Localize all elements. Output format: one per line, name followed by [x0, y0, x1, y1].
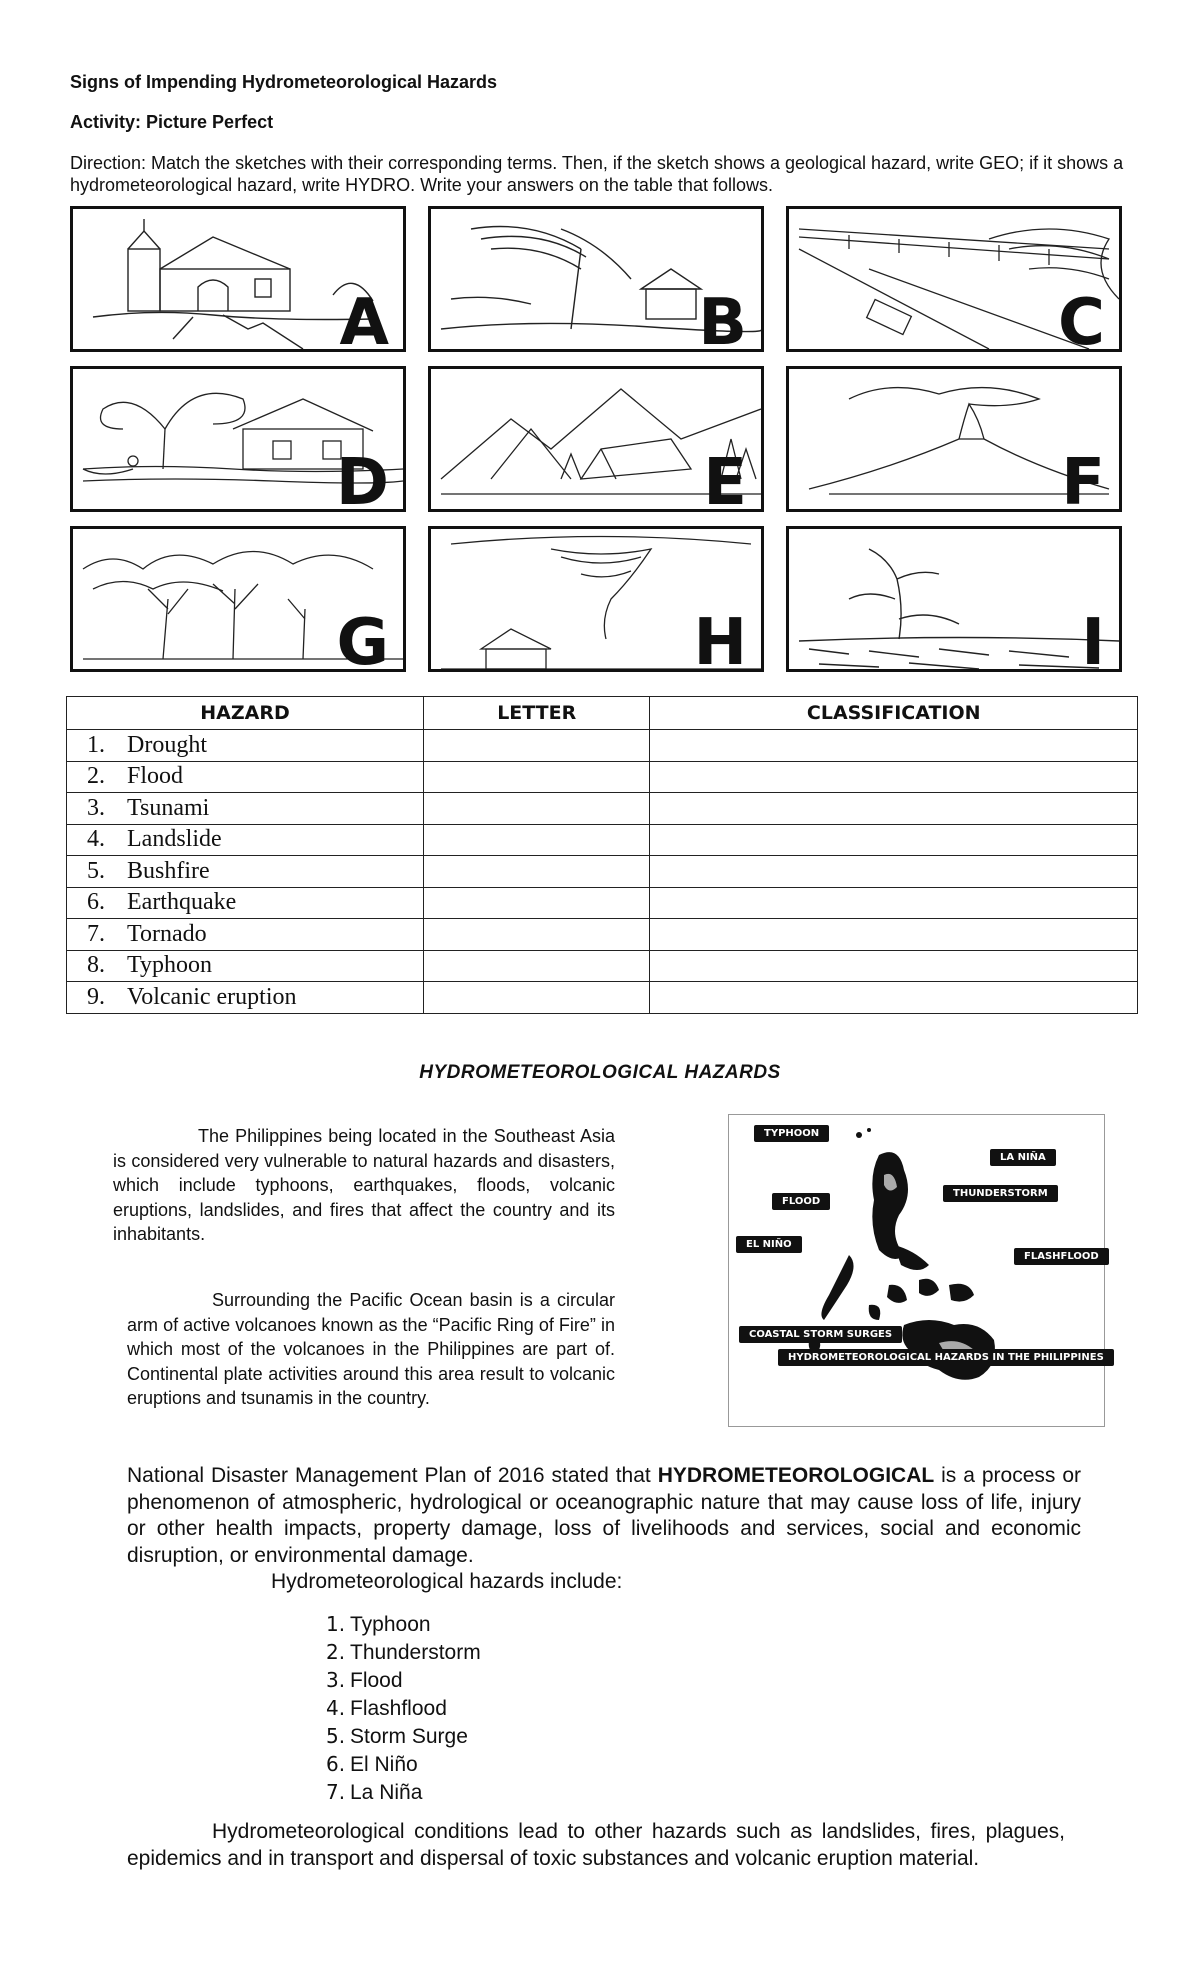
row-number: 6.: [87, 889, 105, 916]
activity-line: [70, 112, 273, 133]
hazard-name: Drought: [127, 731, 207, 758]
list-number: 4.: [326, 1696, 346, 1720]
hazard-table: [66, 696, 1138, 1014]
map-tag-flood: FLOOD: [772, 1193, 830, 1210]
row-number: 8.: [87, 952, 105, 979]
hazard-name: Volcanic eruption: [127, 983, 297, 1010]
sketch-c: [786, 206, 1122, 352]
hazard-cell: [67, 730, 424, 762]
sketch-letter: D: [335, 446, 389, 512]
ndmp-paragraph: [127, 1463, 1081, 1569]
letter-cell[interactable]: [424, 793, 650, 825]
map-tag-typhoon: TYPHOON: [754, 1125, 829, 1142]
paragraph-text: Hydrometeorological conditions lead to other hazards such as landslides, fires, plagues, epidemics and in transport and dispersal of toxic substances and volcanic eruption material.: [127, 1820, 1065, 1870]
col-letter: LETTER: [424, 697, 650, 730]
hazard-list: [326, 1610, 481, 1806]
paragraph-philippines: [113, 1124, 615, 1247]
hazard-name: Flood: [127, 763, 184, 790]
list-label: Thunderstorm: [350, 1641, 481, 1664]
sketch-g: [70, 526, 406, 672]
list-number: 7.: [326, 1780, 346, 1804]
list-number: 5.: [326, 1724, 346, 1748]
table-row: [67, 730, 1138, 762]
classification-cell[interactable]: [650, 887, 1138, 919]
hazard-cell: [67, 982, 424, 1014]
hazard-cell: [67, 919, 424, 951]
sketch-letter: H: [693, 606, 747, 672]
sketch-letter: I: [1081, 606, 1105, 672]
list-item: [326, 1778, 481, 1806]
drought-tree-sketch: [789, 529, 1122, 672]
hazard-cell: [67, 761, 424, 793]
list-item: [326, 1694, 481, 1722]
philippines-hazard-map: [728, 1114, 1105, 1427]
list-item: [326, 1638, 481, 1666]
col-hazard: HAZARD: [67, 697, 424, 730]
list-number: 2.: [326, 1640, 346, 1664]
table-row: [67, 856, 1138, 888]
letter-cell[interactable]: [424, 887, 650, 919]
section-title: HYDROMETEOROLOGICAL HAZARDS: [419, 1062, 781, 1083]
letter-cell[interactable]: [424, 919, 650, 951]
table-row: [67, 982, 1138, 1014]
sketch-b: [428, 206, 764, 352]
activity-label: Activity: [70, 112, 136, 132]
sketch-letter: F: [1061, 446, 1105, 512]
classification-cell[interactable]: [650, 950, 1138, 982]
map-caption: HYDROMETEOROLOGICAL HAZARDS IN THE PHILIPPINES: [778, 1349, 1114, 1366]
list-number: 1.: [326, 1612, 346, 1636]
sketch-a: [70, 206, 406, 352]
hazard-cell: [67, 856, 424, 888]
ndmp-text: National Disaster Management Plan of 2016 stated that: [127, 1464, 658, 1487]
letter-cell[interactable]: [424, 824, 650, 856]
classification-cell[interactable]: [650, 761, 1138, 793]
table-row: [67, 793, 1138, 825]
map-tag-el-nino: EL NIÑO: [736, 1236, 802, 1253]
table-row: [67, 919, 1138, 951]
paragraph-text: The Philippines being located in the Southeast Asia is considered very vulnerable to natural hazards and disasters, which include typhoons, earthquakes, floods, volcanic eruptions, landslides, and fires that affect the country and its inhabitants.: [113, 1126, 615, 1244]
list-label: Flood: [350, 1669, 403, 1692]
classification-cell[interactable]: [650, 982, 1138, 1014]
row-number: 2.: [87, 763, 105, 790]
sketch-letter: A: [339, 286, 389, 352]
list-label: Flashflood: [350, 1697, 447, 1720]
hazard-cell: [67, 950, 424, 982]
row-number: 9.: [87, 983, 105, 1010]
hazard-name: Bushfire: [127, 857, 210, 884]
list-label: Typhoon: [350, 1613, 431, 1636]
list-label: Storm Surge: [350, 1725, 468, 1748]
row-number: 5.: [87, 857, 105, 884]
table-row: [67, 887, 1138, 919]
letter-cell[interactable]: [424, 856, 650, 888]
sketch-letter: E: [703, 446, 747, 512]
sketch-e: [428, 366, 764, 512]
letter-cell[interactable]: [424, 730, 650, 762]
list-item: [326, 1750, 481, 1778]
letter-cell[interactable]: [424, 950, 650, 982]
classification-cell[interactable]: [650, 793, 1138, 825]
table-row: [67, 761, 1138, 793]
table-row: [67, 950, 1138, 982]
col-classification: CLASSIFICATION: [650, 697, 1138, 730]
classification-cell[interactable]: [650, 824, 1138, 856]
list-item: [326, 1610, 481, 1638]
activity-value: : Picture Perfect: [135, 112, 274, 132]
sketch-i: [786, 526, 1122, 672]
hazard-cell: [67, 824, 424, 856]
classification-cell[interactable]: [650, 919, 1138, 951]
row-number: 3.: [87, 794, 105, 821]
hazard-name: Typhoon: [127, 952, 212, 979]
list-label: El Niño: [350, 1753, 418, 1776]
table-header-row: [67, 697, 1138, 730]
map-tag-coastal-storm-surges: COASTAL STORM SURGES: [739, 1326, 902, 1343]
table-row: [67, 824, 1138, 856]
sketch-f: [786, 366, 1122, 512]
row-number: 1.: [87, 731, 105, 758]
map-tag-thunderstorm: THUNDERSTORM: [943, 1185, 1058, 1202]
map-tag-la-nina: LA NIÑA: [990, 1149, 1056, 1166]
ndmp-text: is a process or phenomenon of atmospheric, hydrological or oceanographic nature that may cause loss of life, injury or other health impacts, property damage, loss of livelihoods and services, social and economic disruption, or environmental damage.: [127, 1464, 1082, 1567]
classification-cell[interactable]: [650, 730, 1138, 762]
hazard-cell: [67, 793, 424, 825]
map-tag-flashflood: FLASHFLOOD: [1014, 1248, 1109, 1265]
hazard-name: Tornado: [127, 920, 207, 947]
ndmp-keyword: HYDROMETEOROLOGICAL: [657, 1464, 935, 1487]
letter-cell[interactable]: [424, 761, 650, 793]
hazard-name: Landslide: [127, 826, 222, 853]
include-heading: Hydrometeorological hazards include:: [271, 1570, 623, 1593]
list-item: [326, 1722, 481, 1750]
paragraph-text: Surrounding the Pacific Ocean basin is a circular arm of active volcanoes known as the “Pacific Ring of Fire” in which most of the volcanoes in the Philippines are part of. Continental plate activities around this area result to volcanic eruptions and tsunamis in the country.: [127, 1290, 615, 1408]
list-item: [326, 1666, 481, 1694]
hazard-cell: [67, 887, 424, 919]
sketch-letter: C: [1058, 286, 1105, 352]
classification-cell[interactable]: [650, 856, 1138, 888]
sketch-h: [428, 526, 764, 672]
worksheet-title: Signs of Impending Hydrometeorological Hazards: [70, 72, 498, 92]
direction-text: Direction: Match the sketches with their corresponding terms. Then, if the sketch shows a geological hazard, write GEO; if it shows a hydrometeorological hazard, write HYDRO. Write your answers on the table that follows.: [70, 153, 1124, 195]
row-number: 7.: [87, 920, 105, 947]
hazard-name: Tsunami: [127, 794, 210, 821]
list-number: 3.: [326, 1668, 346, 1692]
sketch-letter: B: [698, 286, 747, 352]
letter-cell[interactable]: [424, 982, 650, 1014]
paragraph-ring-of-fire: [127, 1288, 615, 1411]
list-number: 6.: [326, 1752, 346, 1776]
hazard-name: Earthquake: [127, 889, 237, 916]
list-label: La Niña: [350, 1781, 423, 1804]
sketch-letter: G: [336, 606, 389, 672]
final-paragraph: [127, 1819, 1065, 1872]
sketch-d: [70, 366, 406, 512]
row-number: 4.: [87, 826, 105, 853]
